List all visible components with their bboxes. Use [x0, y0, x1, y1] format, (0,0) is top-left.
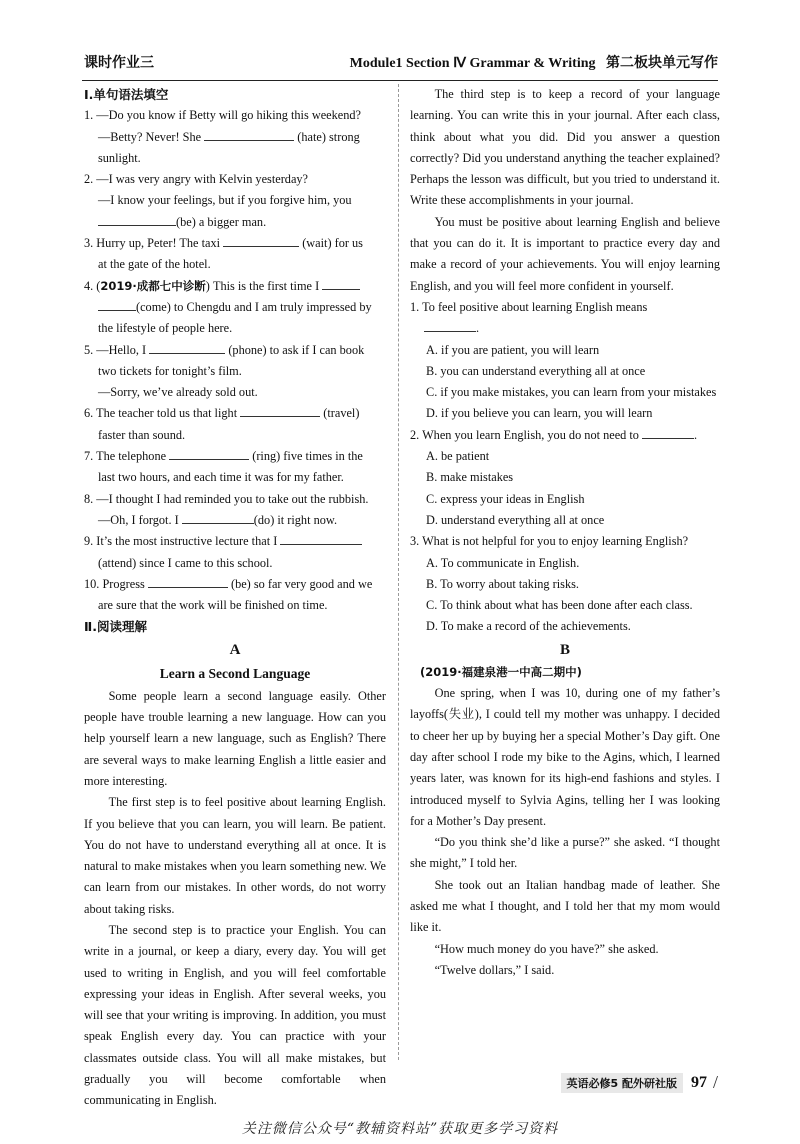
question-2 [84, 169, 386, 233]
rq1-blank[interactable] [424, 319, 476, 332]
passage-b-paragraph-2: “Do you think she’d like a purse?” she asked. “I thought she might,” I told her. [410, 835, 720, 871]
passage-a-letter: A [229, 641, 241, 658]
rq1-option-b[interactable]: B. you can understand everything all at once [426, 363, 646, 378]
question-1 [84, 105, 386, 169]
q7-text-1: 7. The telephone [84, 449, 167, 464]
header-module-section: Module1 Section Ⅳ Grammar & Writing [349, 56, 596, 71]
passage-b-source: (2019·福建泉港一中高二期中) [420, 664, 582, 679]
passage-a-paragraph-4: The third step is to keep a record of your language learning. You can write this in your journal. After each class, think about what you did. Did you answer a question correctly? Did you understand anything the teacher explained? Perhaps the lesson was difficult, but you tried to understand it. Write these accomplishments in your journal. [410, 87, 720, 208]
rq2-stem-line: 2. When you learn English, you do not need to . [410, 427, 698, 442]
question-3 [84, 233, 386, 276]
header-right-title [350, 52, 718, 72]
page-number: 97 [690, 1073, 707, 1091]
footer-book-label: 英语必修5 配外研社版 [561, 1073, 683, 1093]
rq2-option-d[interactable]: D. understand everything all at once [426, 512, 605, 527]
passage-a-title: Learn a Second Language [159, 665, 311, 681]
q10-blank[interactable] [148, 575, 228, 588]
passage-a-paragraph-5: You must be positive about learning English and believe that you can do it. It is important to practice every day and make a record of your achievements. You will enjoy learning English, and you will feel more confident in yourself. [410, 214, 720, 293]
q3-blank[interactable] [223, 234, 299, 247]
left-column [84, 84, 386, 1112]
passage-b-paragraph-5: “Twelve dollars,” I said. [434, 962, 555, 977]
rq3-option-c[interactable]: C. To think about what has been done after each class. [426, 598, 693, 613]
q4-text-2: ) This is the first time I [205, 278, 320, 293]
q6-blank[interactable] [240, 404, 320, 417]
rq3-stem: 3. What is not helpful for you to enjoy learning English? [410, 534, 689, 549]
q1-line-c: sunlight. [98, 150, 141, 165]
part2-title: Ⅱ.阅读理解 [84, 619, 147, 635]
q2-blank[interactable] [98, 213, 176, 226]
q10-text-1: 10. Progress [84, 576, 145, 591]
q4-blank-b[interactable] [98, 298, 136, 311]
rq2-option-a[interactable]: A. be patient [426, 449, 490, 464]
q9-blank[interactable] [280, 532, 362, 545]
passage-b-paragraph-3: She took out an Italian handbag made of leather. She asked me what I thought, and I told her that my mom would like it. [410, 877, 720, 935]
q4-line-a [84, 276, 386, 297]
q6-text-1: 6. The teacher told us that light [84, 406, 238, 421]
q8-line-a: 8. —I thought I had reminded you to take out the rubbish. [84, 491, 369, 506]
column-divider [398, 84, 399, 1060]
q7-line-a [84, 446, 386, 467]
rq1-blank-line: . [410, 318, 720, 339]
q5-line-c: —Sorry, we’ve already sold out. [98, 385, 258, 400]
passage-a-paragraph-2: The first step is to feel positive about learning English. If you believe that you can learn, you will learn. Be patient. You do not have to understand everything all at once. It is natural to make mistakes when you learn something new. We can learn from our mistakes. In other words, do not worry about taking risks. [84, 795, 386, 916]
q3-line-b: at the gate of the hotel. [98, 257, 211, 272]
question-6 [84, 403, 386, 446]
passage-b-paragraph-1: One spring, when I was 10, during one of my father’s layoffs(失业), I could tell my mother was unhappy. I decided to cheer her up by buying her a special Mother’s Day gift. One day after school I rode my bike to the Agins, which, I learned years later, was known for its high-end fashions and styles. I introduced myself to Sylvia Agins, telling her I was looking for a Mother’s Day present. [410, 686, 720, 828]
q8-blank[interactable] [182, 511, 254, 524]
rq2-option-c[interactable]: C. express your ideas in English [426, 491, 585, 506]
q7-text-2: (ring) five times in the [252, 449, 363, 464]
question-5 [84, 340, 386, 404]
passage-b-paragraph-4: “How much money do you have?” she asked. [434, 941, 659, 956]
q6-line-a [84, 403, 386, 424]
q3-text-2: (wait) for us [302, 236, 363, 251]
q4-text-3: (come) to Chengdu and I am truly impressed by [136, 299, 372, 314]
question-4 [84, 276, 386, 340]
question-8 [84, 489, 386, 532]
q10-line-a [84, 574, 386, 595]
passage-b-letter: B [559, 641, 570, 658]
right-column [410, 84, 720, 981]
part1-title: Ⅰ.单句语法填空 [84, 87, 169, 102]
q1-text-2: (hate) strong [297, 129, 360, 144]
q5-text-2: (phone) to ask if I can book [228, 342, 365, 357]
q8-text-1: —Oh, I forgot. I [98, 512, 179, 527]
rq1-option-a[interactable]: A. if you are patient, you will learn [426, 342, 600, 357]
handwritten-watermark: 关注微信公众号“教辅资料站”获取更多学习资料 [241, 1121, 559, 1137]
reading-question-1 [410, 297, 720, 425]
q4-text-1: 4. ( [84, 278, 101, 293]
rq1-stem: 1. To feel positive about learning English means [410, 299, 648, 314]
question-10 [84, 574, 386, 617]
q5-line-b: two tickets for tonight’s film. [98, 363, 242, 378]
q4-line-c: the lifestyle of people here. [98, 321, 233, 336]
reading-question-2 [410, 425, 720, 531]
header-writing-label: 第二板块单元写作 [606, 55, 718, 71]
reading-question-3 [410, 531, 720, 637]
q1-line-b [84, 127, 386, 148]
q6-line-b: faster than sound. [98, 427, 186, 442]
q7-blank[interactable] [169, 447, 249, 460]
rq2-stem: 2. When you learn English, you do not need to [410, 427, 639, 442]
q8-text-2: (do) it right now. [253, 512, 338, 527]
q9-line-a [84, 531, 386, 552]
q2-line-b: —I know your feelings, but if you forgive him, you [98, 193, 352, 208]
q5-text-1: 5. —Hello, I [84, 342, 147, 357]
q10-line-b: are sure that the work will be finished on time. [98, 598, 328, 613]
rq2-option-b[interactable]: B. make mistakes [426, 470, 514, 485]
q4-line-b [84, 297, 386, 318]
question-7 [84, 446, 386, 489]
header-left-title: 课时作业三 [84, 55, 154, 71]
q2-line-a: 2. —I was very angry with Kelvin yesterday? [84, 172, 309, 187]
q3-line-a [84, 233, 386, 254]
q8-line-b [84, 510, 386, 531]
q5-blank[interactable] [149, 341, 225, 354]
q1-line-a: 1. —Do you know if Betty will go hiking this weekend? [84, 108, 361, 123]
q4-blank-a[interactable] [322, 277, 360, 290]
header-rule [82, 80, 718, 81]
rq3-option-a[interactable]: A. To communicate in English. [426, 555, 580, 570]
question-9 [84, 531, 386, 574]
q4-source: 2019·成都七中诊断 [100, 278, 206, 293]
q10-text-2: (be) so far very good and we [230, 576, 373, 591]
q2-line-c [84, 212, 386, 233]
q7-line-b: last two hours, and each time it was for my father. [98, 470, 344, 485]
footer-slash-mark: / [712, 1072, 718, 1092]
rq1-option-c[interactable]: C. if you make mistakes, you can learn from your mistakes [426, 385, 717, 400]
rq3-option-d[interactable]: D. To make a record of the achievements. [426, 619, 631, 634]
q5-line-a [84, 340, 386, 361]
rq3-option-b[interactable]: B. To worry about taking risks. [426, 576, 579, 591]
q1-text-1: —Betty? Never! She [98, 129, 202, 144]
q1-blank[interactable] [204, 128, 294, 141]
q2-text: (be) a bigger man. [176, 214, 267, 229]
q9-line-b: (attend) since I came to this school. [98, 555, 273, 570]
q9-text-1: 9. It’s the most instructive lecture that I [84, 534, 278, 549]
q6-text-2: (travel) [323, 406, 360, 421]
page-footer [561, 1072, 719, 1093]
rq1-option-d[interactable]: D. if you believe you can learn, you will learn [426, 406, 653, 421]
rq2-blank[interactable] [642, 426, 694, 439]
passage-a-paragraph-1: Some people learn a second language easily. Other people have trouble learning a new language. How can you help yourself learn a new language, such as English? There are several ways to make learning English a little easier and more interesting. [84, 688, 386, 788]
q3-text-1: 3. Hurry up, Peter! The taxi [84, 236, 221, 251]
passage-a-paragraph-3: The second step is to practice your English. You can write in a journal, or keep a diary, every day. You will get used to writing in English, and you will feel comfortable expressing your ideas in English. After several weeks, you will see that your writing is improving. In addition, you must speak English every day. You can practice with your classmates outside class. You will all make mistakes, but gradually you will become comfortable when communicating in English. [84, 922, 386, 1108]
